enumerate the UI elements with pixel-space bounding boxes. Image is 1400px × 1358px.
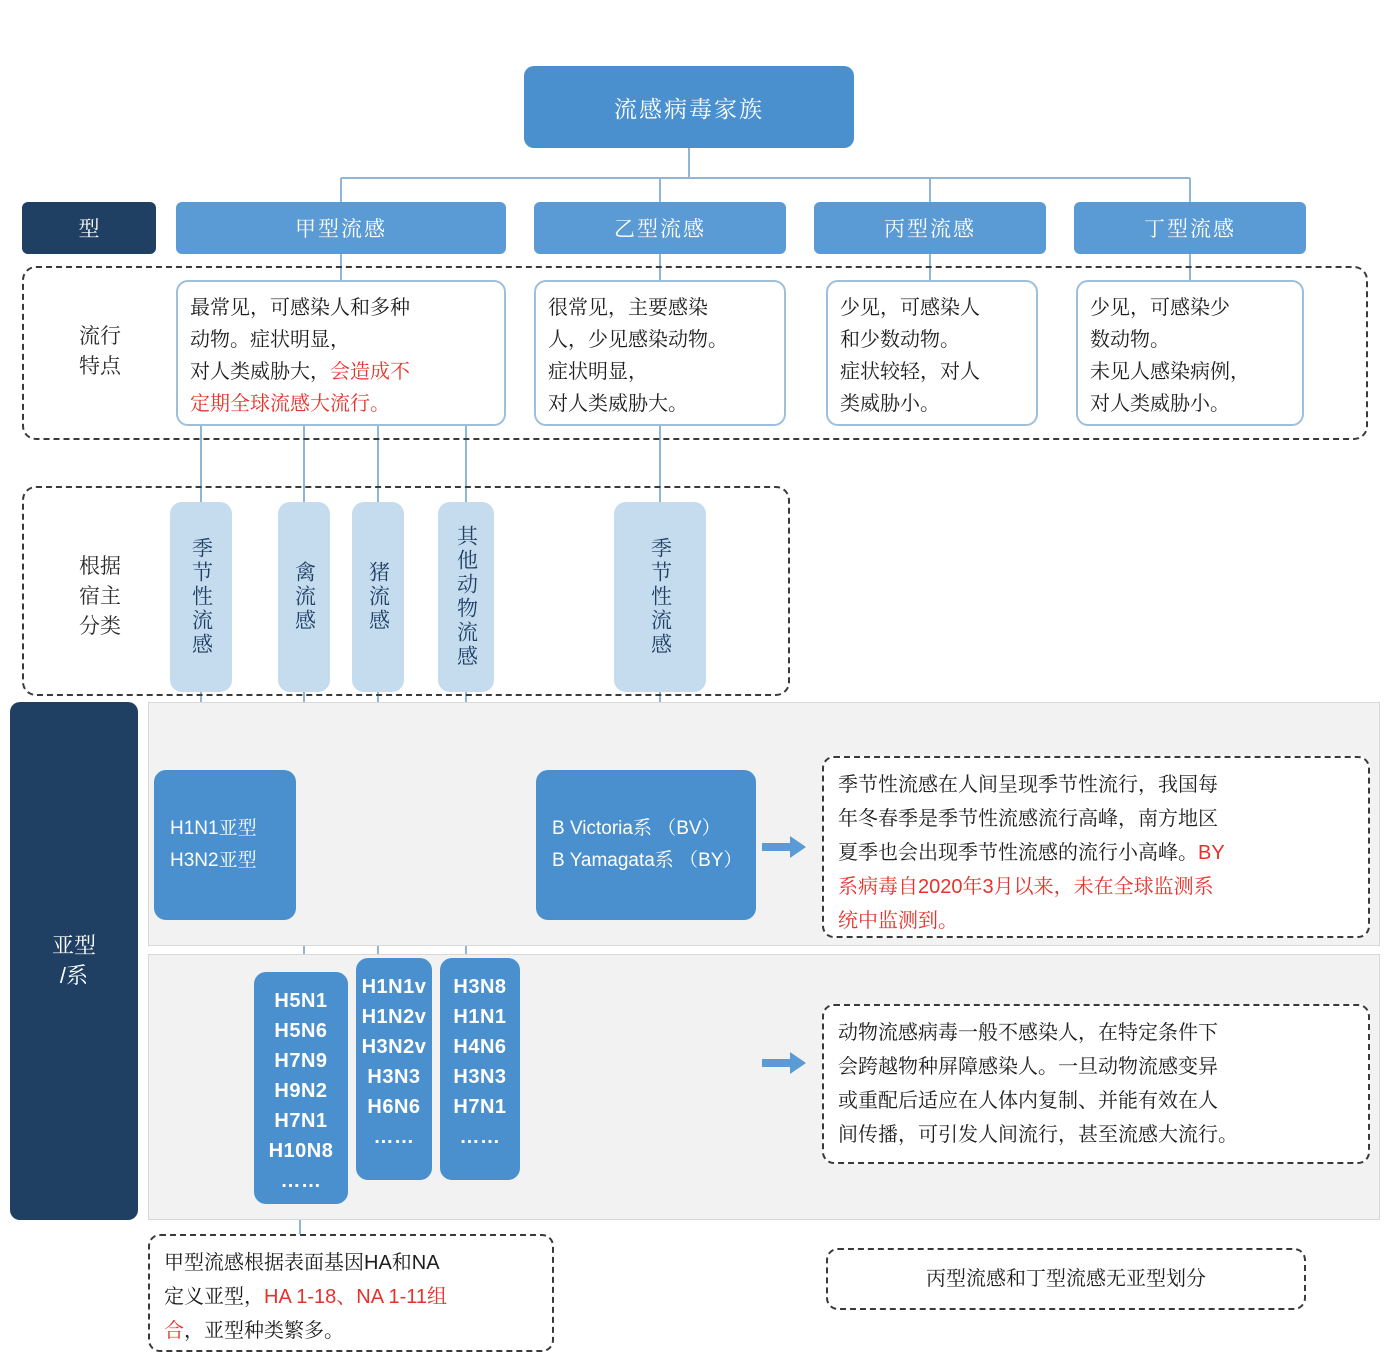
host-label-seasonal-b: 季节性流感	[648, 537, 672, 657]
feature-d-line3: 未见人感染病例，	[1090, 361, 1250, 383]
subtype-other-item-0: H3N8	[453, 976, 507, 998]
row-label-type-text: 型	[78, 218, 100, 241]
row-label-host-line3: 分类	[79, 615, 121, 638]
row-label-features-line2: 特点	[79, 355, 121, 378]
feature-card-a	[176, 280, 506, 426]
subtype-avian-item-5: H10N8	[268, 1140, 334, 1162]
callout-hana-line3	[164, 1314, 538, 1348]
subtype-swine-item-4: H6N6	[367, 1096, 421, 1118]
subtype-column-other[interactable]	[440, 958, 520, 1180]
callout-animal-note	[822, 1004, 1370, 1164]
subtype-column-swine[interactable]	[356, 958, 432, 1180]
subtype-avian-item-4: H7N1	[274, 1110, 328, 1132]
feature-a-line3	[190, 356, 492, 388]
host-node-avian[interactable]	[278, 502, 330, 692]
arrow-right-icon-animal	[762, 1050, 808, 1076]
feature-card-c	[826, 280, 1038, 426]
feature-a-line1: 最常见，可感染人和多种	[190, 297, 410, 319]
feature-c-line3: 症状较轻，对人	[840, 361, 980, 383]
subtype-avian-item-1: H5N6	[274, 1020, 328, 1042]
row-label-features	[40, 322, 160, 382]
callout-animal-line3: 或重配后适应在人体内复制、并能有效在人	[838, 1090, 1218, 1112]
feature-card-d	[1076, 280, 1304, 426]
type-label-c: 丙型流感	[884, 218, 976, 241]
subtype-other-item-4: H7N1	[453, 1096, 507, 1118]
feature-d-line1: 少见，可感染少	[1090, 297, 1230, 319]
feature-a-highlight2: 定期全球流感大流行。	[190, 393, 390, 415]
subtype-avian-item-6: ……	[280, 1170, 322, 1192]
subtype-b-line2: B Yamagata系 （BY）	[552, 850, 743, 871]
subtype-avian-item-2: H7N9	[274, 1050, 328, 1072]
type-node-a[interactable]	[176, 202, 506, 254]
callout-animal-line4: 间传播，可引发人间流行，甚至流感大流行。	[838, 1124, 1238, 1146]
subtype-other-item-3: H3N3	[453, 1066, 507, 1088]
feature-b-line4: 对人类威胁大。	[548, 393, 688, 415]
callout-no-subtype-text: 丙型流感和丁型流感无亚型划分	[926, 1268, 1206, 1290]
callout-seasonal-highlight2: 系病毒自2020年3月以来，未在全球监测系	[838, 876, 1214, 898]
type-node-c[interactable]	[814, 202, 1046, 254]
type-node-d[interactable]	[1074, 202, 1306, 254]
feature-d-line2: 数动物。	[1090, 329, 1170, 351]
type-node-b[interactable]	[534, 202, 786, 254]
root-node	[524, 66, 854, 148]
subtype-other-item-5: ……	[459, 1126, 501, 1148]
callout-seasonal-highlight3: 统中监测到。	[838, 910, 958, 932]
callout-hana-highlight2: 合	[164, 1320, 184, 1342]
feature-c-line2: 和少数动物。	[840, 329, 960, 351]
callout-seasonal-line3	[838, 836, 1354, 870]
row-label-features-line1: 流行	[79, 325, 121, 348]
subtype-other-item-2: H4N6	[453, 1036, 507, 1058]
feature-d-line4: 对人类威胁小。	[1090, 393, 1230, 415]
feature-card-b	[534, 280, 786, 426]
row-label-host-line2: 宿主	[79, 585, 121, 608]
subtype-swine-item-5: ……	[373, 1126, 415, 1148]
callout-hana-highlight1: HA 1-18、NA 1-11组	[264, 1286, 448, 1308]
callout-hana-line2	[164, 1280, 538, 1314]
subtype-swine-item-3: H3N3	[367, 1066, 421, 1088]
callout-ha-na-note	[148, 1234, 554, 1352]
host-node-other-animal[interactable]	[438, 502, 494, 692]
host-label-other-animal: 其他动物流感	[454, 525, 478, 669]
callout-no-subtype-note	[826, 1248, 1306, 1310]
arrow-right-icon-seasonal	[762, 834, 808, 860]
callout-hana-line2-text: 定义亚型，	[164, 1286, 264, 1308]
type-label-b: 乙型流感	[614, 218, 706, 241]
row-label-host	[40, 552, 160, 642]
row-label-subtype-line2: /系	[59, 963, 89, 988]
row-label-host-line1: 根据	[79, 555, 121, 578]
subtype-a-line1: H1N1亚型	[170, 818, 257, 839]
callout-seasonal-highlight1: BY	[1198, 842, 1225, 864]
feature-a-line2: 动物。症状明显，	[190, 329, 350, 351]
subtype-a-line2: H3N2亚型	[170, 850, 257, 871]
subtype-swine-item-0: H1N1v	[361, 976, 427, 998]
feature-c-line4: 类威胁小。	[840, 393, 940, 415]
callout-seasonal-note	[822, 756, 1370, 938]
type-label-a: 甲型流感	[295, 218, 387, 241]
subtype-swine-item-1: H1N2v	[361, 1006, 427, 1028]
feature-a-highlight1: 会造成不	[330, 361, 410, 383]
host-label-avian: 禽流感	[292, 561, 316, 633]
subtype-avian-item-3: H9N2	[274, 1080, 328, 1102]
subtype-column-avian[interactable]	[254, 972, 348, 1204]
callout-seasonal-line3-text: 夏季也会出现季节性流感的流行小高峰。	[838, 842, 1198, 864]
subtype-card-seasonal-a[interactable]	[154, 770, 296, 920]
row-label-subtype	[10, 702, 138, 1220]
feature-c-line1: 少见，可感染人	[840, 297, 980, 319]
row-label-type	[22, 202, 156, 254]
host-label-swine: 猪流感	[366, 561, 390, 633]
host-label-seasonal-a: 季节性流感	[189, 537, 213, 657]
host-node-swine[interactable]	[352, 502, 404, 692]
feature-a-line3-text: 对人类威胁大，	[190, 361, 330, 383]
host-node-seasonal-b[interactable]	[614, 502, 706, 692]
callout-hana-line3-text: ，亚型种类繁多。	[184, 1320, 344, 1342]
root-label: 流感病毒家族	[614, 95, 764, 122]
host-node-seasonal-a[interactable]	[170, 502, 232, 692]
subtype-other-item-1: H1N1	[453, 1006, 507, 1028]
callout-hana-line1: 甲型流感根据表面基因HA和NA	[164, 1252, 440, 1274]
subtype-card-seasonal-b[interactable]	[536, 770, 756, 920]
type-label-d: 丁型流感	[1144, 218, 1236, 241]
callout-animal-line1: 动物流感病毒一般不感染人，在特定条件下	[838, 1022, 1218, 1044]
callout-seasonal-line1: 季节性流感在人间呈现季节性流行，我国每	[838, 774, 1218, 796]
feature-b-line3: 症状明显，	[548, 361, 648, 383]
callout-animal-line2: 会跨越物种屏障感染人。一旦动物流感变异	[838, 1056, 1218, 1078]
feature-b-line2: 人，少见感染动物。	[548, 329, 728, 351]
feature-b-line1: 很常见，主要感染	[548, 297, 708, 319]
subtype-swine-item-2: H3N2v	[361, 1036, 427, 1058]
subtype-avian-item-0: H5N1	[274, 990, 328, 1012]
row-label-subtype-line1: 亚型	[51, 933, 96, 958]
callout-seasonal-line2: 年冬春季是季节性流感流行高峰，南方地区	[838, 808, 1218, 830]
subtype-b-line1: B Victoria系 （BV）	[552, 818, 721, 839]
